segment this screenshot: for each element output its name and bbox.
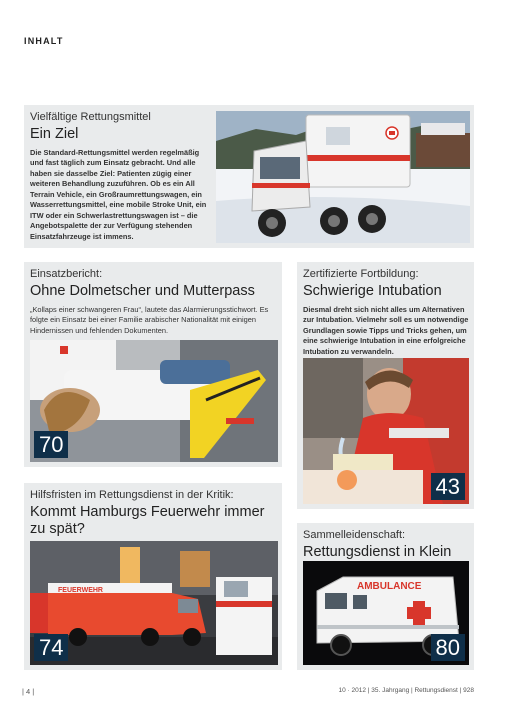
article-headline: Rettungsdienst in Klein xyxy=(303,544,452,561)
photo-model-ambulance xyxy=(303,561,469,665)
article-card-hamburg-feuerwehr[interactable] xyxy=(24,483,282,670)
photo-fire-department-ambulances xyxy=(30,541,278,665)
footer-issue-info: 10 · 2012 | 35. Jahrgang | Rettungsdienst | 928 xyxy=(338,687,474,694)
article-teaser: Die Standard-Rettungsmittel werden regelmäßig und fast täglich zum Einsatz gebracht. Und alle haben sie dasselbe Ziel: Patienten zügig einer weiteren Behandlung zuzuführen. Ob es ein All Terrain Vehicle, ein Großraumrettungswagen, ein Wasserrettungsmittel, eine mobile Stroke Unit, ein ITW oder ein Schwerlastrettungswagen ist – die Angebotspalette der zur Verfügung stehenden Einsatzfahrzeuge ist immens. xyxy=(30,147,207,241)
article-kicker: Sammelleidenschaft: xyxy=(303,529,406,541)
footer-page-number: | 4 | xyxy=(22,687,35,696)
van-lettering: AMBULANCE xyxy=(357,581,422,592)
page-number-badge: 74 xyxy=(34,634,68,661)
photo-rescue-vehicle-snow xyxy=(216,111,470,243)
article-headline: Ein Ziel xyxy=(30,126,79,143)
article-card-intubation[interactable] xyxy=(297,262,474,509)
article-teaser: Diesmal dreht sich nicht alles um Alternativen zur Intubation. Vielmehr soll es um notwendige Grundlagen sowie Tipps und Tricks gehen, um eine schwierige Intubation in eine erfolgreiche Intubation zu verwandeln. xyxy=(303,304,469,356)
article-headline: Kommt Hamburgs Feuerwehr immer zu spät? xyxy=(30,504,265,537)
page-number-badge: 43 xyxy=(431,473,465,500)
article-card-dolmetscher[interactable] xyxy=(24,262,282,467)
article-kicker: Einsatzbericht: xyxy=(30,268,103,280)
article-kicker: Zertifizierte Fortbildung: xyxy=(303,268,419,280)
article-headline: Schwierige Intubation xyxy=(303,283,442,300)
article-kicker: Hilfsfristen im Rettungsdienst in der Kritik: xyxy=(30,489,234,501)
photo-paramedic-intubation xyxy=(303,358,469,504)
article-card-rettungsdienst-klein[interactable] xyxy=(297,523,474,670)
section-label: INHALT xyxy=(24,36,64,46)
photo-stretcher-patient xyxy=(30,340,278,462)
truck-lettering: FEUERWEHR xyxy=(58,587,103,594)
article-headline: Ohne Dolmetscher und Mutterpass xyxy=(30,283,255,300)
article-teaser: „Kollaps einer schwangeren Frau“, lautete das Alarmierungsstichwort. Es folgte ein Einsatz bei einer Familie arabischer Nationalität mit einigen Hindernissen und fehlenden Dokumenten. xyxy=(30,304,269,335)
article-kicker: Vielfältige Rettungsmittel xyxy=(30,111,151,123)
page-number-badge: 80 xyxy=(431,634,465,661)
article-card-ein-ziel[interactable] xyxy=(24,105,474,248)
page-number-badge: 70 xyxy=(34,431,68,458)
